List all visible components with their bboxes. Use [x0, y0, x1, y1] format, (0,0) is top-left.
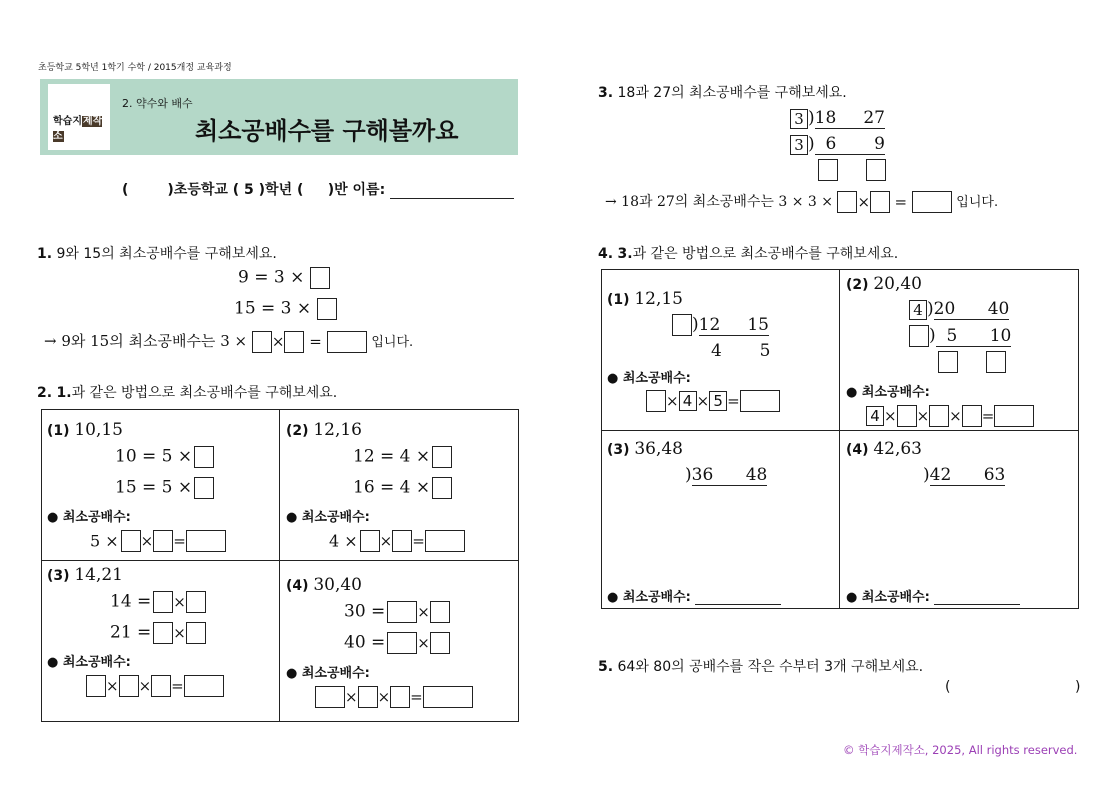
- answer-box[interactable]: [119, 675, 139, 697]
- q4-cell1-lcm-label: ● 최소공배수:: [607, 371, 691, 386]
- q2-cell3-eq1: 14 = ×: [110, 591, 206, 613]
- name-line: [122, 179, 514, 199]
- num-a: 5: [946, 325, 958, 346]
- lcm-label: 최소공배수:: [301, 666, 370, 681]
- answer-box[interactable]: [392, 530, 412, 552]
- q4-cell2-numbers: 20,40: [873, 274, 922, 294]
- eq-text: 14 =: [110, 591, 152, 612]
- page-title: 최소공배수를 구해볼까요: [195, 117, 459, 145]
- answer-box[interactable]: [284, 331, 304, 353]
- q1-result-prefix: → 9와 15의 최소공배수는 3 ×: [44, 332, 248, 350]
- q2-cell4-lcm-label: ● 최소공배수:: [286, 666, 370, 681]
- title-banner: [40, 79, 518, 155]
- q2-text: 과 같은 방법으로 최소공배수를 구해보세요.: [71, 385, 338, 401]
- eq-text: 30 =: [344, 601, 386, 622]
- num-a: 18: [814, 108, 837, 128]
- num-b: 10: [989, 325, 1012, 346]
- lcm-label: 최소공배수:: [861, 590, 930, 605]
- q2-cell4-label: (4): [286, 578, 309, 594]
- lcm-prefix: 4 ×: [329, 531, 358, 551]
- answer-box[interactable]: [315, 686, 345, 708]
- q2-cell4-eq1: 30 = ×: [344, 601, 450, 623]
- answer-box[interactable]: [929, 405, 949, 427]
- answer-box[interactable]: [390, 686, 410, 708]
- q2-cell1-eq1: [115, 446, 214, 468]
- answer-box[interactable]: [870, 191, 890, 213]
- answer-box[interactable]: [194, 446, 214, 468]
- divisor-box[interactable]: 3: [790, 109, 808, 129]
- num-b: 63: [983, 465, 1006, 485]
- q4-cell4-label: (4): [846, 442, 869, 458]
- q3-division-row2: 3 ) 6 9: [790, 134, 885, 155]
- num-a: 36: [691, 465, 714, 485]
- q2-divider-v: [279, 409, 280, 722]
- logo: [48, 84, 110, 150]
- q4-cell1-division: )12 15: [672, 314, 769, 336]
- q2-cell2-lcm-label: ● 최소공배수:: [286, 510, 370, 525]
- divisor-box[interactable]: [909, 325, 929, 347]
- q1-result: → 9와 15의 최소공배수는 3 × × = 입니다.: [44, 332, 414, 351]
- division-pair: [692, 465, 768, 486]
- answer-box[interactable]: [387, 632, 417, 654]
- answer-box[interactable]: [938, 351, 958, 373]
- q5-answer-field[interactable]: [956, 679, 1074, 697]
- answer-box[interactable]: [186, 591, 206, 613]
- division-pair: [930, 465, 1006, 486]
- q4-text: 과 같은 방법으로 최소공배수를 구해보세요.: [632, 246, 899, 262]
- q2-cell3-label: (3): [47, 568, 70, 584]
- q5-prompt: [598, 656, 923, 676]
- q1-eq1-text: 9 = 3 ×: [238, 267, 305, 288]
- q4-cell4-header: [846, 439, 922, 459]
- q2-cell2-lcm: 4 × × =: [329, 530, 465, 552]
- answer-box[interactable]: [430, 601, 450, 623]
- q5-number: 5.: [598, 659, 614, 675]
- num-b: 9: [874, 134, 885, 154]
- q4-cell1-lcm: × 4 × 5 =: [646, 390, 780, 412]
- num-a: 20: [933, 299, 956, 319]
- course-label: 초등학교 5학년 1학기 수학 / 2015개정 교육과정: [38, 63, 232, 73]
- q2-cell3-lcm-label: ● 최소공배수:: [47, 655, 131, 670]
- q1-prompt: [37, 243, 277, 263]
- answer-box[interactable]: [86, 675, 106, 697]
- lcm-answer-line[interactable]: [934, 592, 1020, 605]
- num-b: 48: [745, 465, 768, 485]
- answer-box[interactable]: [986, 351, 1006, 373]
- q4-cell2-quotients: [938, 351, 1006, 373]
- q4-cell2-header: [846, 274, 922, 294]
- q3-quotients: [818, 159, 886, 181]
- division-pair: [936, 326, 1012, 347]
- answer-box[interactable]: [151, 675, 171, 697]
- answer-box[interactable]: [186, 622, 206, 644]
- division-pair: [815, 108, 885, 129]
- q2-cell4-eq2: 40 = ×: [344, 632, 450, 654]
- answer-box[interactable]: [153, 530, 173, 552]
- q4-cell3-division: )36 48: [685, 465, 768, 485]
- answer-box[interactable]: [866, 159, 886, 181]
- q4-ref: 3.: [617, 246, 633, 262]
- q2-cell2-header: [286, 420, 362, 440]
- q2-cell4-numbers: 30,40: [313, 575, 362, 595]
- q4-cell3-lcm-label: ● 최소공배수:: [607, 586, 781, 605]
- q3-prompt: [598, 82, 847, 102]
- answer-box[interactable]: [897, 405, 917, 427]
- q4-number: 4.: [598, 246, 614, 262]
- q4-cell2-label: (2): [846, 277, 869, 293]
- eq-text: 21 =: [110, 622, 152, 643]
- q2-cell2-numbers: 12,16: [313, 420, 362, 440]
- factor-box[interactable]: 5: [709, 391, 727, 411]
- q2-cell3-numbers: 14,21: [74, 565, 123, 585]
- q4-cell2-division-row1: 4 )20 40: [909, 299, 1009, 320]
- answer-box[interactable]: [252, 331, 272, 353]
- eq-text: 12 = 4 ×: [353, 446, 431, 467]
- q2-number: 2.: [37, 385, 53, 401]
- eq-text: 15 = 5 ×: [115, 477, 193, 498]
- lcm-label: 최소공배수:: [861, 385, 930, 400]
- answer-box[interactable]: [912, 191, 952, 213]
- answer-box[interactable]: [153, 591, 173, 613]
- answer-box[interactable]: [310, 267, 330, 289]
- answer-box[interactable]: [837, 191, 857, 213]
- q4-cell2-lcm: 4 × × × =: [866, 405, 1034, 427]
- answer-box[interactable]: [317, 298, 337, 320]
- num-b: 5: [759, 341, 771, 361]
- name-line-text: ( )초등학교 ( 5 )학년 ( )반 이름:: [122, 182, 391, 198]
- lcm-label: 최소공배수:: [62, 655, 131, 670]
- q1-result-suffix: 입니다.: [371, 335, 414, 350]
- lcm-prefix: 5 ×: [90, 531, 119, 551]
- num-b: 15: [747, 314, 769, 335]
- divisor-box[interactable]: [672, 314, 692, 336]
- q2-cell4-lcm: × × =: [315, 686, 473, 708]
- q4-cell4-lcm-label: ● 최소공배수:: [846, 586, 1020, 605]
- answer-box[interactable]: [962, 405, 982, 427]
- lcm-answer-line[interactable]: [695, 592, 781, 605]
- eq-text: 16 = 4 ×: [353, 477, 431, 498]
- q2-divider-h: [41, 560, 519, 561]
- num-a: 4: [711, 341, 722, 361]
- factor-box[interactable]: 4: [679, 391, 697, 411]
- lcm-label: 최소공배수:: [622, 590, 691, 605]
- q4-cell4-division: )42 63: [923, 465, 1006, 485]
- q4-cell3-header: [607, 439, 683, 459]
- q3-result: → 18과 27의 최소공배수는 3 × 3 × × = 입니다.: [605, 193, 999, 211]
- q4-cell1-numbers: 12,15: [634, 289, 683, 309]
- answer-box[interactable]: [646, 390, 666, 412]
- q2-ref: 1.: [56, 385, 72, 401]
- name-field[interactable]: [390, 184, 514, 199]
- q2-cell2-eq2: [353, 477, 452, 499]
- answer-box[interactable]: [432, 477, 452, 499]
- num-b: 40: [987, 299, 1010, 319]
- q1-text: 9와 15의 최소공배수를 구해보세요.: [56, 246, 277, 262]
- answer-box[interactable]: [740, 390, 780, 412]
- q2-cell1-lcm: 5 × × =: [90, 530, 226, 552]
- divisor-box[interactable]: 4: [909, 300, 927, 320]
- q3-result-prefix: → 18과 27의 최소공배수는 3 × 3 ×: [605, 194, 833, 210]
- q4-cell3-label: (3): [607, 442, 630, 458]
- division-pair: [699, 315, 769, 336]
- q4-cell3-numbers: 36,48: [634, 439, 683, 459]
- answer-box[interactable]: [360, 530, 380, 552]
- q2-cell3-header: [47, 565, 123, 585]
- q1-eq2-text: 15 = 3 ×: [234, 298, 312, 319]
- q4-cell2-division-row2: ) 5 10: [909, 325, 1011, 347]
- copyright: © 학습지제작소, 2025, All rights reserved.: [843, 743, 1078, 757]
- answer-box[interactable]: [358, 686, 378, 708]
- answer-box[interactable]: [387, 601, 417, 623]
- q2-cell2-label: (2): [286, 423, 309, 439]
- answer-box[interactable]: [327, 331, 367, 353]
- lcm-label: 최소공배수:: [62, 510, 131, 525]
- unit-label: 2. 약수와 배수: [122, 97, 193, 110]
- q2-cell4-header: [286, 575, 362, 595]
- q4-cell1-header: [607, 289, 683, 309]
- eq-text: 40 =: [344, 632, 386, 653]
- q4-cell1-quotients: [711, 341, 770, 361]
- q5-text: 64와 80의 공배수를 작은 수부터 3개 구해보세요.: [617, 659, 924, 675]
- q4-cell4-numbers: 42,63: [873, 439, 922, 459]
- q2-cell1-header: [47, 420, 123, 440]
- q2-cell1-label: (1): [47, 423, 70, 439]
- q5-answer-close: ): [1075, 679, 1081, 695]
- q3-result-suffix: 입니다.: [956, 195, 999, 210]
- answer-box[interactable]: [184, 675, 224, 697]
- q2-cell3-lcm: × × =: [86, 675, 224, 697]
- q2-cell1-numbers: 10,15: [74, 420, 123, 440]
- lcm-label: 최소공배수:: [301, 510, 370, 525]
- logo-text-a: 학습지: [53, 116, 82, 127]
- divisor-box[interactable]: 3: [790, 135, 808, 155]
- answer-box[interactable]: [423, 686, 473, 708]
- num-a: 6: [825, 134, 837, 154]
- division-pair: [815, 134, 885, 155]
- answer-box[interactable]: [425, 530, 465, 552]
- q2-cell1-eq2: [115, 477, 214, 499]
- q1-eq1: [238, 267, 330, 289]
- num-b: 27: [863, 108, 885, 128]
- answer-box[interactable]: [194, 477, 214, 499]
- q4-prompt: [598, 243, 898, 263]
- factor-box[interactable]: 4: [866, 406, 884, 426]
- q3-division-row1: 3 )18 27: [790, 108, 885, 129]
- lcm-label: 최소공배수:: [622, 371, 691, 386]
- q3-number: 3.: [598, 85, 614, 101]
- answer-box[interactable]: [153, 622, 173, 644]
- answer-box[interactable]: [432, 446, 452, 468]
- q4-divider-v: [839, 269, 840, 609]
- answer-box[interactable]: [994, 405, 1034, 427]
- q4-divider-h: [601, 430, 1079, 431]
- q1-number: 1.: [37, 246, 53, 262]
- num-a: 12: [698, 314, 721, 335]
- q2-cell3-eq2: 21 = ×: [110, 622, 206, 644]
- division-pair: [934, 299, 1010, 320]
- q1-eq2: [234, 298, 337, 320]
- answer-box[interactable]: [121, 530, 141, 552]
- answer-box[interactable]: [430, 632, 450, 654]
- num-a: 42: [929, 465, 952, 485]
- logo-text-b: 제작소: [53, 116, 103, 142]
- answer-box[interactable]: [186, 530, 226, 552]
- q3-text: 18과 27의 최소공배수를 구해보세요.: [617, 85, 847, 101]
- answer-box[interactable]: [818, 159, 838, 181]
- eq-text: 10 = 5 ×: [115, 446, 193, 467]
- q2-prompt: [37, 382, 337, 402]
- q2-cell1-lcm-label: ● 최소공배수:: [47, 510, 131, 525]
- q4-cell2-lcm-label: ● 최소공배수:: [846, 385, 930, 400]
- q4-cell1-label: (1): [607, 292, 630, 308]
- q2-cell2-eq1: [353, 446, 452, 468]
- q5-answer-open: (: [945, 679, 951, 695]
